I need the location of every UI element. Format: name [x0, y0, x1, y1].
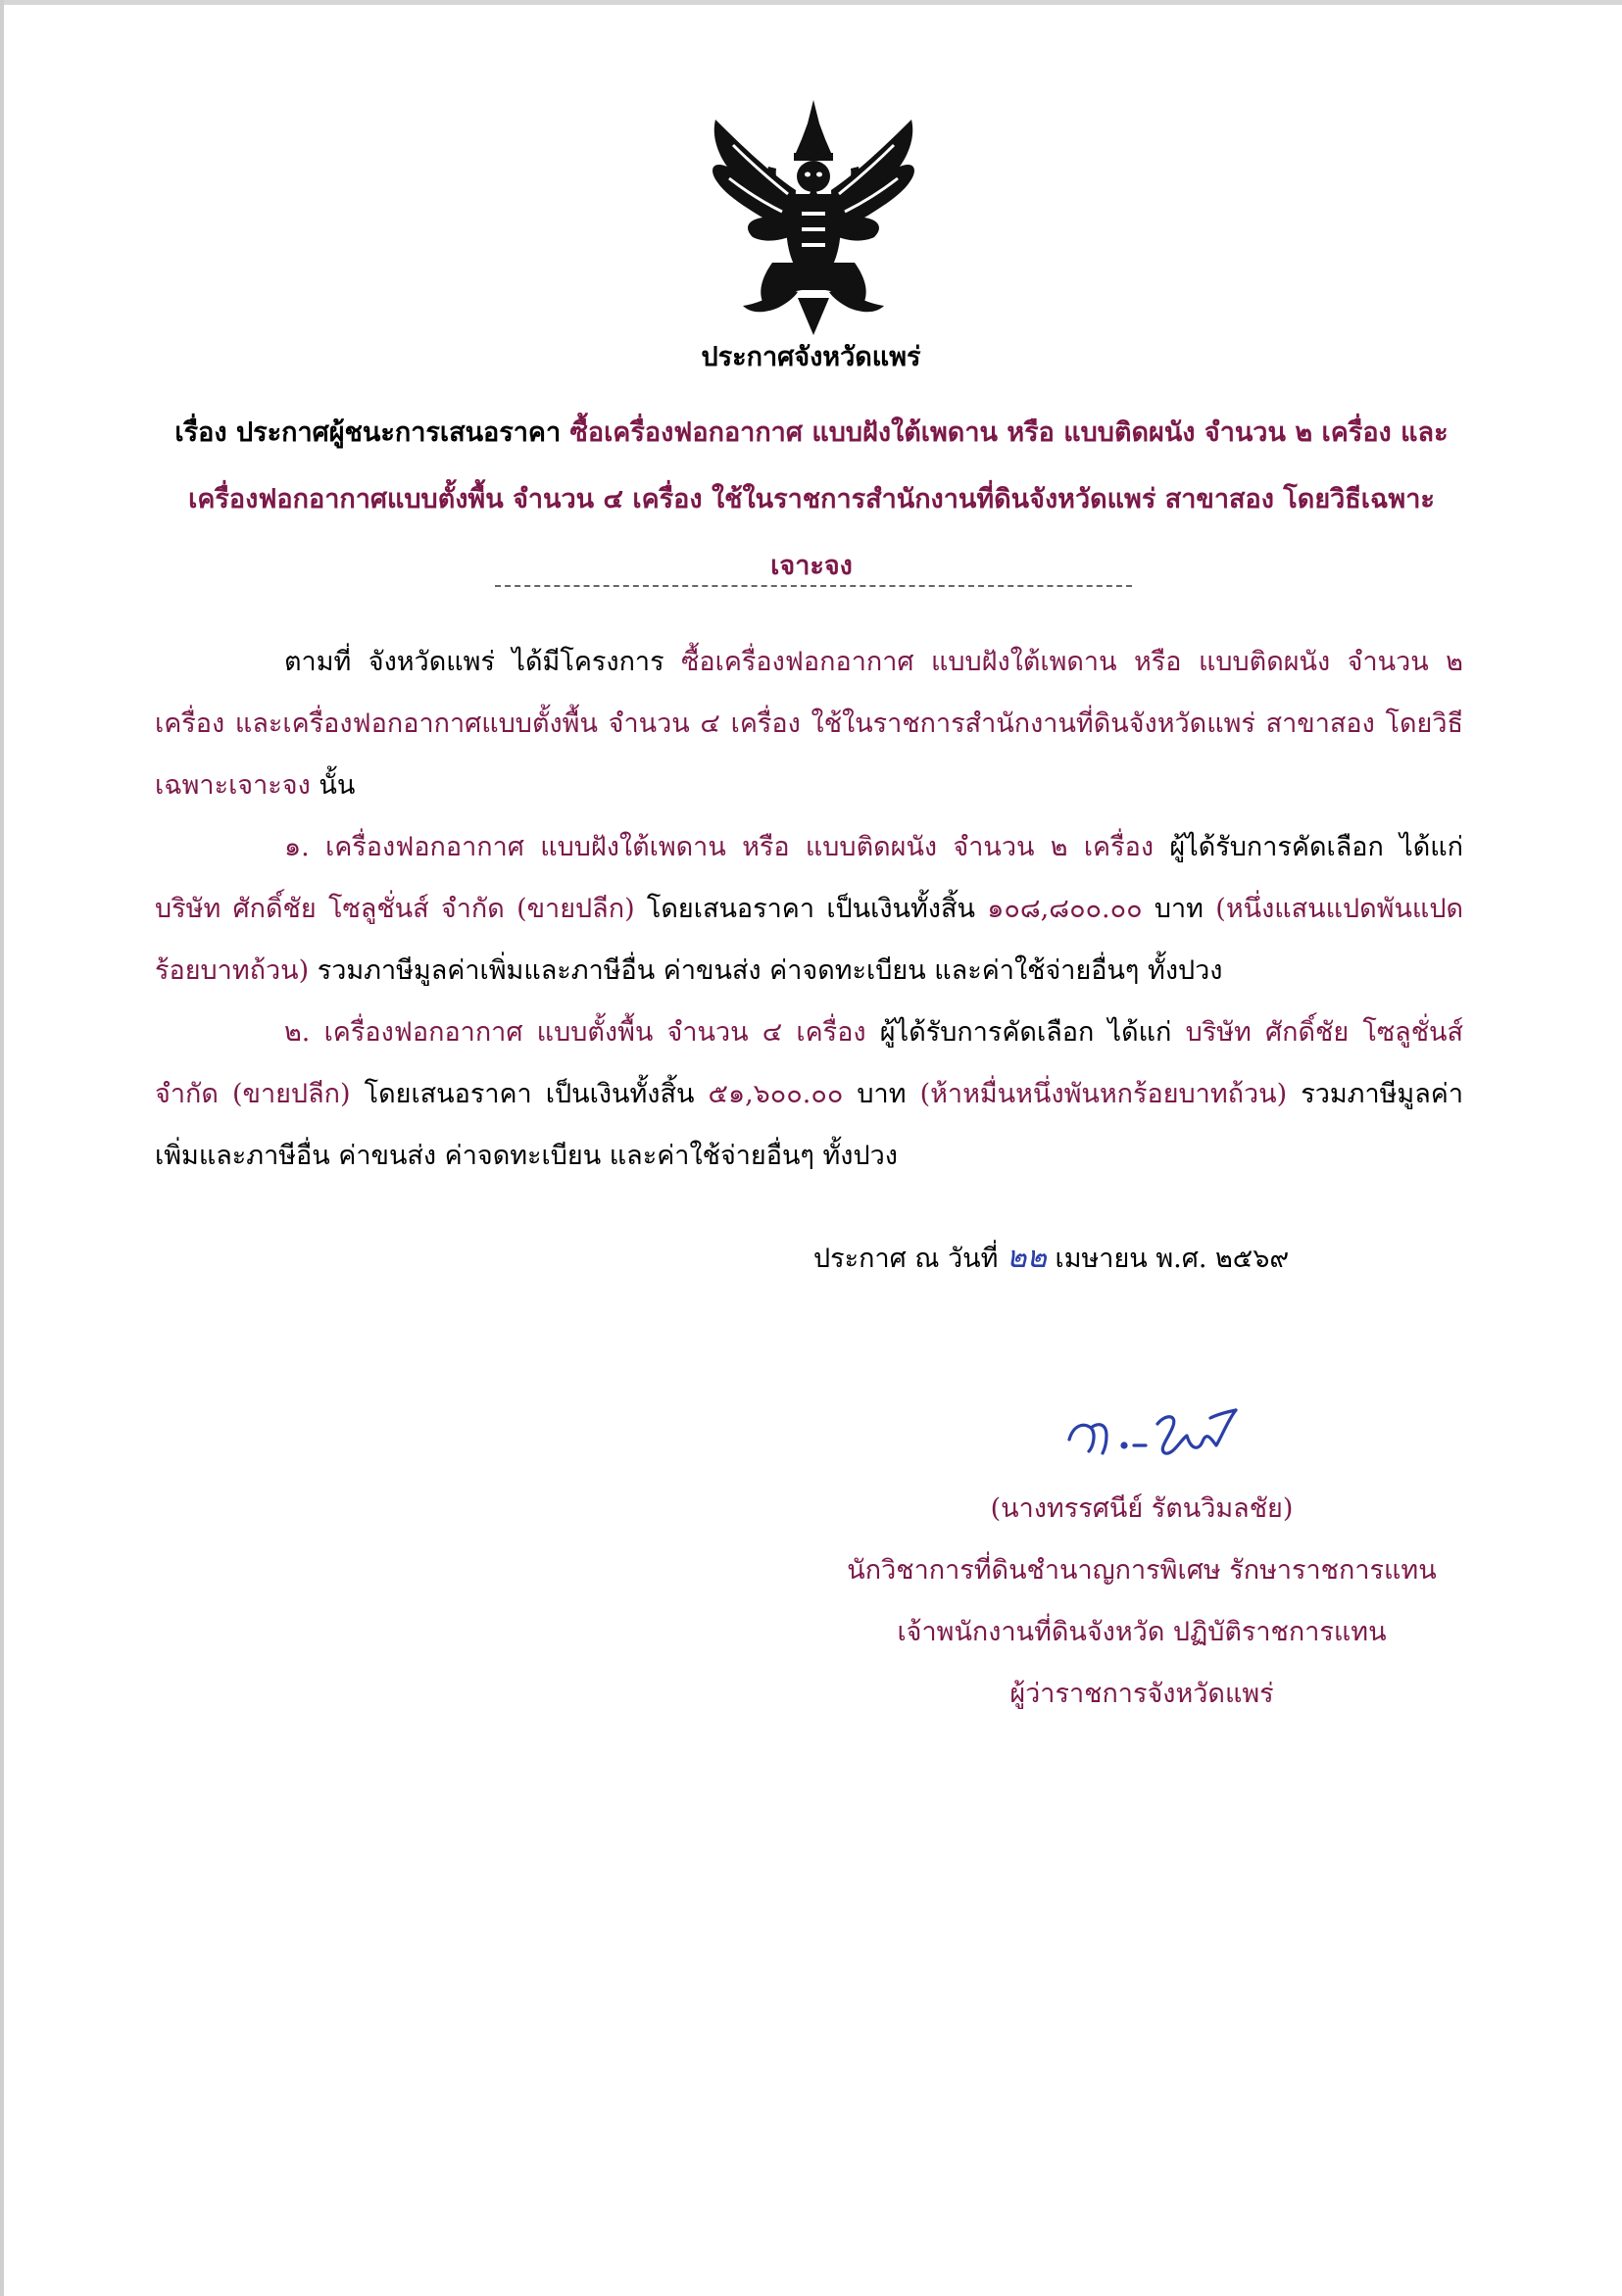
currency-label: บาท — [843, 1079, 920, 1109]
document-body — [155, 631, 1463, 1187]
date-rest: เมษายน พ.ศ. ๒๕๖๙ — [1046, 1244, 1290, 1274]
item-tail: รวมภาษีมูลค่าเพิ่มและภาษีอื่น ค่าขนส่ง ค่าจดทะเบียน และค่าใช้จ่ายอื่นๆ ทั้งปวง — [309, 955, 1223, 986]
item-tail: รวมภาษีมูลค่าเพิ่มและภาษีอื่น ค่าขนส่ง ค่าจดทะเบียน และค่าใช้จ่ายอื่นๆ ทั้งปวง — [155, 1079, 1464, 1171]
item-name: เครื่องฟอกอากาศ แบบฝังใต้เพดาน หรือ แบบติดผนัง จำนวน ๒ เครื่อง — [325, 832, 1155, 862]
scan-edge-top — [0, 0, 1622, 5]
price-words: (ห้าหมื่นหนึ่งพันหกร้อยบาทถ้วน) — [919, 1079, 1288, 1109]
separator-line — [495, 585, 1132, 587]
item-paragraph-2 — [155, 1001, 1463, 1187]
winner-label: ผู้ได้รับการคัดเลือก ได้แก่ — [865, 1017, 1186, 1048]
item-name: เครื่องฟอกอากาศ แบบตั้งพื้น จำนวน ๔ เครื่อง — [323, 1017, 866, 1048]
date-prefix: ประกาศ ณ วันที่ — [813, 1244, 1008, 1274]
price-label: โดยเสนอราคา เป็นเงินทั้งสิ้น — [350, 1079, 709, 1109]
intro-prefix: ตามที่ จังหวัดแพร่ ได้มีโครงการ — [284, 647, 682, 677]
document-subject — [160, 400, 1463, 600]
price-label: โดยเสนอราคา เป็นเงินทั้งสิ้น — [634, 894, 988, 924]
signer-name: (นางทรรศนีย์ รัตนวิมลชัย) — [990, 1493, 1294, 1524]
price-value: ๕๑,๖๐๐.๐๐ — [708, 1079, 844, 1109]
announcement-date — [813, 1233, 1401, 1284]
intro-suffix: นั้น — [310, 770, 356, 801]
signer-position-3: ผู้ว่าราชการจังหวัดแพร่ — [1009, 1679, 1274, 1709]
item-paragraph-1 — [155, 816, 1463, 1001]
currency-label: บาท — [1142, 894, 1216, 924]
date-day: ๒๒ — [1007, 1240, 1047, 1275]
item-number: ๒. — [284, 1017, 324, 1048]
garuda-emblem-icon — [704, 96, 924, 337]
document-title: ประกาศจังหวัดแพร่ — [701, 342, 921, 372]
price-words: (หนึ่งแสนแปดพันแปดร้อยบาทถ้วน) — [155, 894, 1463, 986]
handwritten-signature-icon — [1063, 1396, 1254, 1465]
price-value: ๑๐๘,๘๐๐.๐๐ — [987, 894, 1143, 924]
item-number: ๑. — [284, 832, 326, 862]
intro-paragraph — [155, 631, 1463, 816]
signer-position-2: เจ้าพนักงานที่ดินจังหวัด ปฏิบัติราชการแทน — [897, 1617, 1387, 1647]
subject-body: ซื้อเครื่องฟอกอากาศ แบบฝังใต้เพดาน หรือ แบบติดผนัง จำนวน ๒ เครื่อง และเครื่องฟอกอากาศแบบตั้งพื้น จำนวน ๔ เครื่อง ใช้ในราชการสำนักงานที่ดินจังหวัดแพร่ สาขาสอง โดยวิธีเฉพาะเจาะจง — [188, 417, 1449, 581]
winner-name: บริษัท ศักดิ์ชัย โซลูชั่นส์ จำกัด (ขายปลีก) — [155, 894, 635, 924]
signer-position-1: นักวิชาการที่ดินชำนาญการพิเศษ รักษาราชการแทน — [847, 1555, 1437, 1586]
winner-name: บริษัท ศักดิ์ชัย โซลูชั่นส์ จำกัด (ขายปลีก) — [155, 1017, 1463, 1109]
winner-label: ผู้ได้รับการคัดเลือก ได้แก่ — [1154, 832, 1463, 862]
signer-block — [799, 1478, 1485, 1725]
subject-prefix: เรื่อง ประกาศผู้ชนะการเสนอราคา — [174, 417, 570, 448]
intro-project: ซื้อเครื่องฟอกอากาศ แบบฝังใต้เพดาน หรือ แบบติดผนัง จำนวน ๒ เครื่อง และเครื่องฟอกอากาศแบบตั้งพื้น จำนวน ๔ เครื่อง ใช้ในราชการสำนักงานที่ดินจังหวัดแพร่ สาขาสอง โดยวิธีเฉพาะเจาะจง — [155, 647, 1463, 801]
